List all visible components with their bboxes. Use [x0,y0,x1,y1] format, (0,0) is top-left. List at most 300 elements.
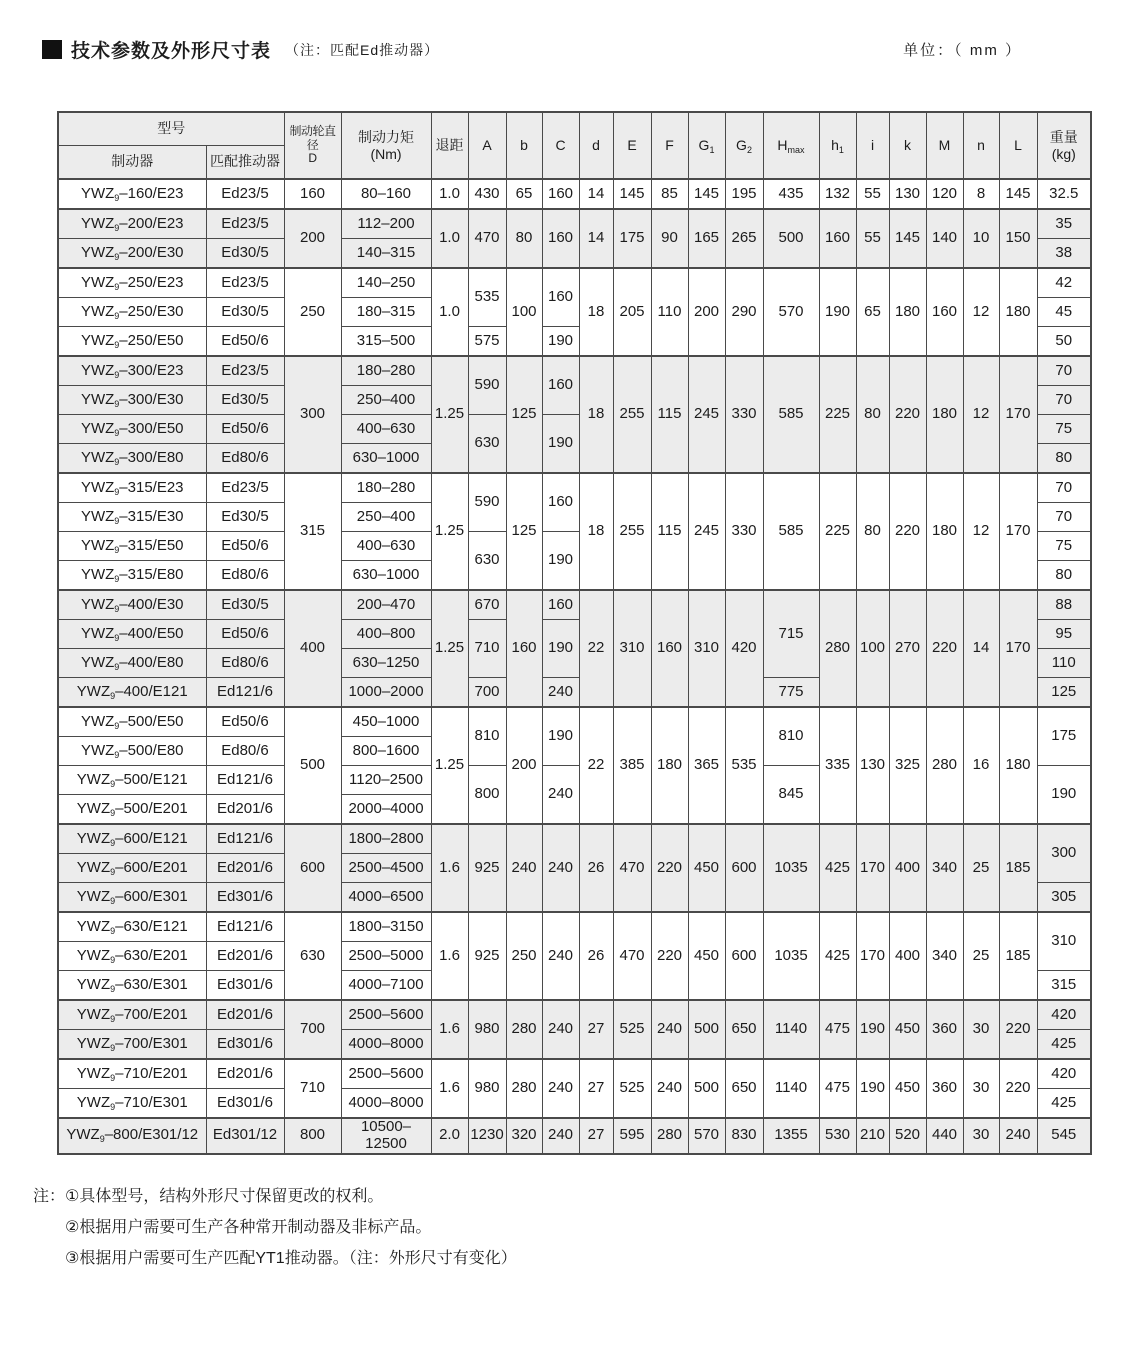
cell-G1: 200 [688,268,725,356]
cell-D: 250 [284,268,341,356]
actuator-cell: Ed50/6 [206,327,284,357]
model-cell: $YWZ_9-500/E121$ [58,766,206,795]
cell-G1: 245 [688,356,725,473]
model-cell: $YWZ_9-700/E201$ [58,1000,206,1030]
actuator-cell: Ed301/6 [206,1089,284,1119]
cell-C: 240 [542,1000,579,1059]
actuator-cell: Ed23/5 [206,356,284,386]
cell-G1: 365 [688,707,725,824]
cell-weight: 50 [1037,327,1091,357]
model-cell: $YWZ_9-700/E301$ [58,1030,206,1060]
cell-weight: 70 [1037,386,1091,415]
actuator-cell: Ed201/6 [206,795,284,825]
header-col-E: E [613,112,651,179]
table-row [58,209,1091,239]
cell-E: 525 [613,1059,651,1118]
cell-d: 18 [579,356,613,473]
cell-G1: 165 [688,209,725,268]
cell-b: 280 [506,1059,542,1118]
table-row [58,473,1091,503]
model-cell: $YWZ_9-500/E201$ [58,795,206,825]
cell-torque: 2500–4500 [341,854,431,883]
model-cell: $YWZ_9-300/E30$ [58,386,206,415]
cell-C: 240 [542,678,579,708]
cell-gap: 1.0 [431,179,468,209]
cell-gap: 1.25 [431,356,468,473]
cell-G2: 265 [725,209,763,268]
cell-d: 26 [579,824,613,912]
actuator-cell: Ed301/6 [206,971,284,1001]
cell-torque: 400–800 [341,620,431,649]
cell-weight: 70 [1037,503,1091,532]
cell-i: 80 [856,473,889,590]
cell-Hmax: 715 [763,590,819,678]
actuator-cell: Ed50/6 [206,532,284,561]
model-cell: $YWZ_9-400/E30$ [58,590,206,620]
cell-G2: 330 [725,356,763,473]
model-cell: $YWZ_9-300/E23$ [58,356,206,386]
cell-torque: 200–470 [341,590,431,620]
header-brake: 制动器 [58,146,206,180]
cell-h1: 160 [819,209,856,268]
cell-C: 160 [542,209,579,268]
cell-i: 210 [856,1118,889,1154]
model-cell: $YWZ_9-600/E301$ [58,883,206,913]
actuator-cell: Ed30/5 [206,239,284,269]
cell-C: 160 [542,590,579,620]
cell-i: 190 [856,1059,889,1118]
actuator-cell: Ed50/6 [206,415,284,444]
cell-F: 160 [651,590,688,707]
model-cell: $YWZ_9-800/E301/12$ [58,1118,206,1154]
cell-b: 240 [506,824,542,912]
table-body [58,179,1091,1154]
unit-label: 单位：（ mm ） [903,42,1022,59]
header-col-F: F [651,112,688,179]
cell-C: 160 [542,473,579,532]
model-cell: $YWZ_9-200/E30$ [58,239,206,269]
cell-d: 18 [579,268,613,356]
cell-L: 145 [999,179,1037,209]
table-row [58,1000,1091,1030]
cell-A: 1230 [468,1118,506,1154]
cell-weight: 80 [1037,444,1091,474]
cell-k: 450 [889,1000,926,1059]
cell-D: 160 [284,179,341,209]
model-cell: $YWZ_9-710/E201$ [58,1059,206,1089]
cell-n: 12 [963,268,999,356]
header-col-torque: 制动力矩 (Nm) [341,112,431,179]
cell-k: 400 [889,912,926,1000]
actuator-cell: Ed23/5 [206,179,284,209]
cell-C: 240 [542,1059,579,1118]
cell-k: 400 [889,824,926,912]
cell-torque: 1800–2800 [341,824,431,854]
table-row [58,179,1091,209]
cell-weight: 88 [1037,590,1091,620]
cell-d: 27 [579,1000,613,1059]
cell-C: 160 [542,179,579,209]
model-cell: $YWZ_9-300/E80$ [58,444,206,474]
header-col-G2: $G_2$ [725,112,763,179]
cell-k: 325 [889,707,926,824]
table-row [58,707,1091,737]
cell-E: 145 [613,179,651,209]
model-cell: $YWZ_9-710/E301$ [58,1089,206,1119]
cell-F: 90 [651,209,688,268]
cell-D: 700 [284,1000,341,1059]
header-col-L: L [999,112,1037,179]
cell-b: 65 [506,179,542,209]
cell-k: 180 [889,268,926,356]
cell-D: 400 [284,590,341,707]
cell-i: 55 [856,179,889,209]
cell-torque: 630–1250 [341,649,431,678]
cell-Hmax: 500 [763,209,819,268]
cell-gap: 1.6 [431,1059,468,1118]
model-cell: $YWZ_9-160/E23$ [58,179,206,209]
actuator-cell: Ed23/5 [206,268,284,298]
model-cell: $YWZ_9-250/E50$ [58,327,206,357]
cell-M: 140 [926,209,963,268]
cell-weight: 300 [1037,824,1091,883]
cell-D: 300 [284,356,341,473]
cell-gap: 1.0 [431,268,468,356]
cell-F: 220 [651,824,688,912]
cell-torque: 400–630 [341,532,431,561]
cell-C: 240 [542,766,579,825]
cell-A: 925 [468,912,506,1000]
cell-h1: 475 [819,1059,856,1118]
cell-torque: 180–280 [341,473,431,503]
cell-weight: 125 [1037,678,1091,708]
note-item: ③根据用户需要可生产匹配YT1推动器。（注：外形尺寸有变化） [65,1249,517,1267]
cell-G2: 830 [725,1118,763,1154]
cell-n: 25 [963,824,999,912]
cell-A: 470 [468,209,506,268]
black-square-icon [42,40,62,59]
cell-C: 190 [542,620,579,678]
cell-G2: 650 [725,1059,763,1118]
cell-D: 200 [284,209,341,268]
cell-Hmax: 585 [763,473,819,590]
actuator-cell: Ed121/6 [206,824,284,854]
cell-C: 160 [542,356,579,415]
table-row [58,824,1091,854]
cell-C: 240 [542,824,579,912]
model-cell: $YWZ_9-315/E50$ [58,532,206,561]
actuator-cell: Ed201/6 [206,942,284,971]
cell-G1: 245 [688,473,725,590]
cell-i: 55 [856,209,889,268]
cell-weight: 425 [1037,1089,1091,1119]
cell-M: 440 [926,1118,963,1154]
cell-A: 575 [468,327,506,357]
actuator-cell: Ed121/6 [206,912,284,942]
header-pusher: 匹配推动器 [206,146,284,180]
cell-b: 80 [506,209,542,268]
actuator-cell: Ed201/6 [206,1059,284,1089]
cell-G1: 570 [688,1118,725,1154]
cell-weight: 95 [1037,620,1091,649]
cell-n: 30 [963,1000,999,1059]
cell-weight: 190 [1037,766,1091,825]
cell-h1: 335 [819,707,856,824]
cell-L: 185 [999,912,1037,1000]
table-row [58,1059,1091,1089]
cell-d: 27 [579,1059,613,1118]
cell-k: 220 [889,473,926,590]
cell-F: 240 [651,1059,688,1118]
actuator-cell: Ed23/5 [206,209,284,239]
cell-M: 180 [926,356,963,473]
cell-L: 150 [999,209,1037,268]
cell-F: 115 [651,473,688,590]
cell-d: 14 [579,179,613,209]
cell-L: 220 [999,1059,1037,1118]
header-col-n: n [963,112,999,179]
cell-weight: 80 [1037,561,1091,591]
model-cell: $YWZ_9-630/E121$ [58,912,206,942]
cell-M: 180 [926,473,963,590]
model-cell: $YWZ_9-250/E30$ [58,298,206,327]
cell-M: 340 [926,824,963,912]
table-row [58,590,1091,620]
cell-M: 340 [926,912,963,1000]
header-col-i: i [856,112,889,179]
cell-D: 600 [284,824,341,912]
model-cell: $YWZ_9-600/E201$ [58,854,206,883]
cell-E: 525 [613,1000,651,1059]
cell-L: 180 [999,707,1037,824]
cell-b: 125 [506,473,542,590]
model-cell: $YWZ_9-400/E80$ [58,649,206,678]
cell-h1: 190 [819,268,856,356]
cell-F: 240 [651,1000,688,1059]
cell-E: 205 [613,268,651,356]
cell-torque: 1120–2500 [341,766,431,795]
cell-weight: 45 [1037,298,1091,327]
cell-Hmax: 1355 [763,1118,819,1154]
cell-D: 710 [284,1059,341,1118]
header-row-1 [58,112,1091,146]
cell-Hmax: 775 [763,678,819,708]
cell-n: 12 [963,356,999,473]
cell-C: 190 [542,707,579,766]
cell-A: 430 [468,179,506,209]
cell-n: 30 [963,1118,999,1154]
cell-k: 220 [889,356,926,473]
model-cell: $YWZ_9-500/E50$ [58,707,206,737]
table-row [58,268,1091,298]
cell-torque: 315–500 [341,327,431,357]
cell-A: 630 [468,415,506,474]
cell-A: 630 [468,532,506,591]
header-col-weight: 重量 (kg) [1037,112,1091,179]
cell-torque: 4000–8000 [341,1089,431,1119]
cell-weight: 425 [1037,1030,1091,1060]
cell-F: 280 [651,1118,688,1154]
actuator-cell: Ed80/6 [206,561,284,591]
cell-G1: 145 [688,179,725,209]
note-item: ②根据用户需要可生产各种常开制动器及非标产品。 [65,1218,432,1236]
cell-torque: 2500–5000 [341,942,431,971]
cell-d: 18 [579,473,613,590]
cell-weight: 305 [1037,883,1091,913]
cell-gap: 1.6 [431,912,468,1000]
cell-F: 110 [651,268,688,356]
cell-G1: 450 [688,824,725,912]
actuator-cell: Ed30/5 [206,503,284,532]
model-cell: $YWZ_9-250/E23$ [58,268,206,298]
cell-d: 22 [579,590,613,707]
title-bar [42,36,1022,63]
cell-C: 240 [542,1118,579,1154]
cell-h1: 280 [819,590,856,707]
cell-weight: 75 [1037,532,1091,561]
actuator-cell: Ed30/5 [206,298,284,327]
actuator-cell: Ed50/6 [206,707,284,737]
actuator-cell: Ed30/5 [206,590,284,620]
cell-G1: 500 [688,1000,725,1059]
cell-k: 520 [889,1118,926,1154]
cell-d: 22 [579,707,613,824]
cell-M: 360 [926,1059,963,1118]
model-cell: $YWZ_9-300/E50$ [58,415,206,444]
cell-n: 16 [963,707,999,824]
model-cell: $YWZ_9-400/E121$ [58,678,206,708]
cell-C: 160 [542,268,579,327]
actuator-cell: Ed201/6 [206,854,284,883]
cell-A: 590 [468,356,506,415]
table-row [58,912,1091,942]
cell-k: 130 [889,179,926,209]
notes-label: 注： [33,1187,66,1205]
footnotes [33,1181,1145,1274]
cell-L: 170 [999,356,1037,473]
cell-M: 280 [926,707,963,824]
cell-C: 190 [542,327,579,357]
cell-torque: 250–400 [341,386,431,415]
actuator-cell: Ed50/6 [206,620,284,649]
header-col-b: b [506,112,542,179]
cell-M: 360 [926,1000,963,1059]
cell-A: 590 [468,473,506,532]
cell-torque: 4000–6500 [341,883,431,913]
actuator-cell: Ed301/6 [206,883,284,913]
cell-n: 14 [963,590,999,707]
cell-k: 145 [889,209,926,268]
cell-torque: 250–400 [341,503,431,532]
cell-G2: 650 [725,1000,763,1059]
cell-n: 25 [963,912,999,1000]
cell-torque: 140–250 [341,268,431,298]
cell-weight: 32.5 [1037,179,1091,209]
cell-weight: 315 [1037,971,1091,1001]
actuator-cell: Ed121/6 [206,678,284,708]
cell-G1: 310 [688,590,725,707]
cell-weight: 310 [1037,912,1091,971]
cell-A: 710 [468,620,506,678]
cell-C: 240 [542,912,579,1000]
table-row [58,356,1091,386]
cell-h1: 225 [819,356,856,473]
cell-torque: 2000–4000 [341,795,431,825]
cell-E: 255 [613,356,651,473]
cell-b: 200 [506,707,542,824]
cell-gap: 1.6 [431,1000,468,1059]
cell-D: 800 [284,1118,341,1154]
actuator-cell: Ed301/12 [206,1118,284,1154]
page-title: 技术参数及外形尺寸表 [71,41,272,62]
cell-A: 980 [468,1000,506,1059]
cell-weight: 175 [1037,707,1091,766]
header-col-k: k [889,112,926,179]
cell-b: 160 [506,590,542,707]
cell-torque: 630–1000 [341,444,431,474]
cell-E: 255 [613,473,651,590]
cell-torque: 400–630 [341,415,431,444]
actuator-cell: Ed80/6 [206,444,284,474]
header-col-M: M [926,112,963,179]
cell-L: 240 [999,1118,1037,1154]
cell-E: 470 [613,824,651,912]
model-cell: $YWZ_9-630/E201$ [58,942,206,971]
cell-M: 160 [926,268,963,356]
cell-L: 185 [999,824,1037,912]
cell-F: 180 [651,707,688,824]
cell-C: 190 [542,532,579,591]
cell-i: 80 [856,356,889,473]
actuator-cell: Ed301/6 [206,1030,284,1060]
model-cell: $YWZ_9-315/E23$ [58,473,206,503]
model-cell: $YWZ_9-400/E50$ [58,620,206,649]
cell-D: 630 [284,912,341,1000]
cell-L: 170 [999,590,1037,707]
cell-Hmax: 810 [763,707,819,766]
cell-h1: 475 [819,1000,856,1059]
cell-C: 190 [542,415,579,474]
cell-G2: 195 [725,179,763,209]
cell-Hmax: 845 [763,766,819,825]
cell-i: 130 [856,707,889,824]
cell-G1: 500 [688,1059,725,1118]
cell-torque: 180–315 [341,298,431,327]
cell-weight: 545 [1037,1118,1091,1154]
cell-E: 595 [613,1118,651,1154]
cell-torque: 112–200 [341,209,431,239]
cell-M: 120 [926,179,963,209]
cell-b: 280 [506,1000,542,1059]
cell-A: 800 [468,766,506,825]
model-cell: $YWZ_9-600/E121$ [58,824,206,854]
cell-d: 27 [579,1118,613,1154]
cell-weight: 42 [1037,268,1091,298]
model-cell: $YWZ_9-500/E80$ [58,737,206,766]
actuator-cell: Ed80/6 [206,737,284,766]
header-col-D: 制动轮直径 D [284,112,341,179]
table-row [58,1118,1091,1154]
cell-gap: 2.0 [431,1118,468,1154]
cell-d: 26 [579,912,613,1000]
cell-Hmax: 1140 [763,1059,819,1118]
cell-gap: 1.0 [431,209,468,268]
cell-weight: 420 [1037,1000,1091,1030]
cell-torque: 630–1000 [341,561,431,591]
cell-A: 700 [468,678,506,708]
cell-gap: 1.6 [431,824,468,912]
cell-torque: 2500–5600 [341,1000,431,1030]
